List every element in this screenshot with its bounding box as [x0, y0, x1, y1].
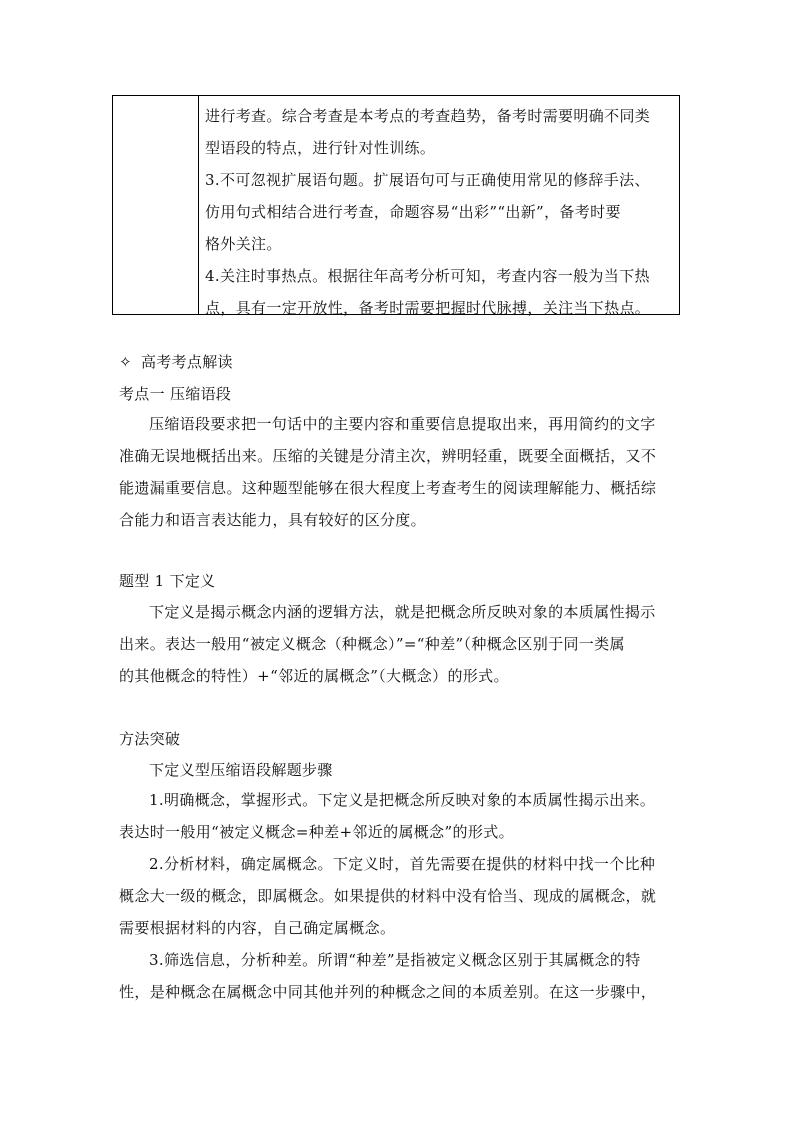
paragraph-line: 性，是种概念在属概念中同其他并列的种概念之间的本质差别。在这一步骤中， [119, 983, 657, 1001]
method-title: 方法突破 [119, 730, 181, 748]
table-line: 格外关注。 [205, 235, 282, 253]
paragraph-line: 需要根据材料的内容，自己确定属概念。 [119, 919, 396, 937]
paragraph-line: 2.分析材料，确定属概念。下定义时，首先需要在提供的材料中找一个比种 [149, 855, 656, 873]
table-right-cell [205, 100, 673, 324]
table-line: 仿用句式相结合进行考查，命题容易“出彩”“出新”，备考时要 [205, 203, 621, 221]
paragraph-line: 合能力和语言表达能力，具有较好的区分度。 [119, 511, 427, 529]
paragraph-line: 能遗漏重要信息。这种题型能够在很大程度上考查考生的阅读理解能力、概括综 [119, 479, 657, 497]
paragraph-line: 准确无误地概括出来。压缩的关键是分清主次，辨明轻重，既要全面概括，又不 [119, 447, 657, 465]
method-paragraph [119, 784, 689, 1008]
table-line: 点，具有一定开放性，备考时需要把握时代脉搏，关注当下热点。 [205, 299, 651, 317]
kaodian-title: 考点一 压缩语段 [119, 385, 232, 403]
table-line: 4.关注时事热点。根据往年高考分析可知，考查内容一般为当下热 [205, 267, 650, 285]
exam-trend-table [112, 95, 680, 315]
table-line: 3.不可忽视扩展语句题。扩展语句可与正确使用常见的修辞手法、 [205, 171, 650, 189]
paragraph-line: 3.筛选信息，分析种差。所谓“种差”是指被定义概念区别于其属概念的特 [149, 951, 641, 969]
table-left-cell [113, 96, 199, 314]
tixing-paragraph [119, 596, 689, 692]
paragraph-line: 压缩语段要求把一句话中的主要内容和重要信息提取出来，再用简约的文字 [149, 415, 656, 433]
section-heading-text: 高考考点解读 [141, 353, 233, 371]
kaodian-paragraph [119, 408, 689, 536]
diamond-bullet-icon: ✧ [119, 353, 132, 371]
section-heading [119, 352, 233, 372]
paragraph-line: 下定义是揭示概念内涵的逻辑方法，就是把概念所反映对象的本质属性揭示 [149, 603, 656, 621]
tixing-title: 题型 1 下定义 [119, 572, 216, 590]
table-line: 进行考查。综合考查是本考点的考查趋势，备考时需要明确不同类 [205, 107, 651, 125]
paragraph-line: 表达时一般用“被定义概念=种差+邻近的属概念”的形式。 [119, 823, 514, 841]
paragraph-line: 的其他概念的特性）+“邻近的属概念”（大概念）的形式。 [119, 667, 509, 685]
paragraph-line: 概念大一级的概念，即属概念。如果提供的材料中没有恰当、现成的属概念，就 [119, 887, 657, 905]
paragraph-line: 1.明确概念，掌握形式。下定义是把概念所反映对象的本质属性揭示出来。 [149, 791, 656, 809]
method-subtitle: 下定义型压缩语段解题步骤 [149, 761, 333, 779]
paragraph-line: 出来。表达一般用“被定义概念（种概念）”=“种差”（种概念区别于同一类属 [119, 635, 625, 653]
table-line: 型语段的特点，进行针对性训练。 [205, 139, 436, 157]
